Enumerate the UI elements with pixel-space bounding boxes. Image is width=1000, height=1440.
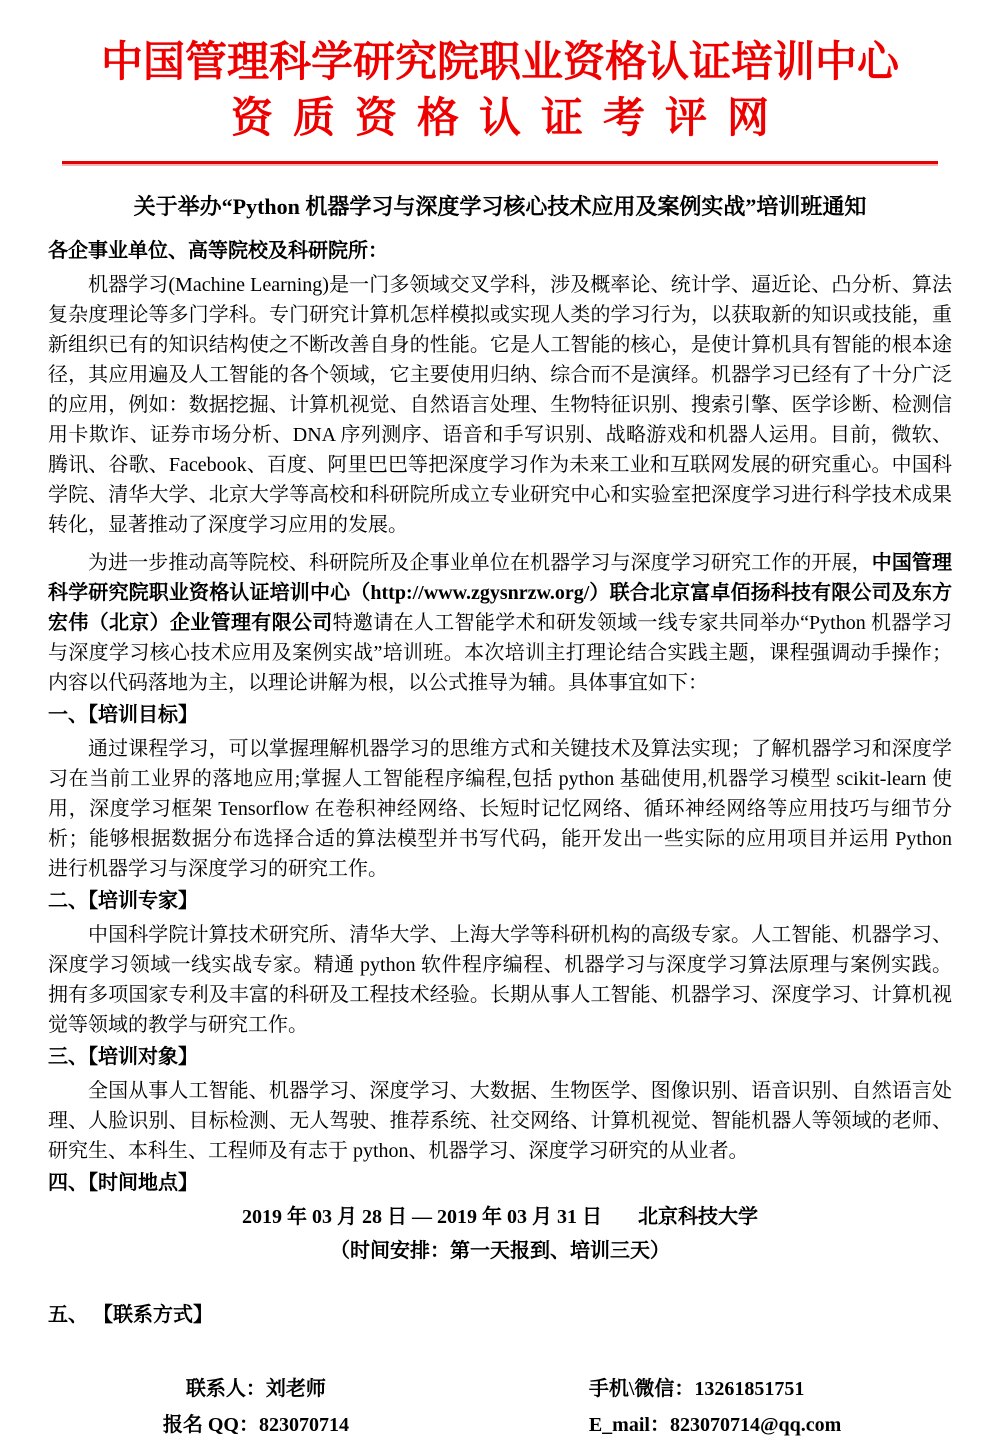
schedule-venue: 北京科技大学	[638, 1205, 758, 1228]
contact-email: E_mail：823070714@qq.com	[588, 1413, 842, 1436]
letterhead	[48, 36, 952, 164]
section-heading-experts: 二、【培训专家】	[48, 889, 198, 912]
section-body-experts: 中国科学院计算技术研究所、清华大学、上海大学等科研机构的高级专家。人工智能、机器学习、深度学习领域一线实战专家。精通 python 软件程序编程、机器学习与深度学习算法原理与案例实践。拥有多项国家专利及丰富的科研及工程技术经验。长期从事人工智能、机器学习、深度学习、计算机视觉等领域的教学与研究工作。	[48, 923, 952, 1036]
section-heading-contact: 五、 【联系方式】	[48, 1303, 213, 1326]
section-heading-schedule: 四、【时间地点】	[48, 1171, 198, 1194]
section-heading-audience: 三、【培训对象】	[48, 1045, 198, 1068]
intro-p2-organizers: 中国管理科学研究院职业资格认证培训中心（http://www.zgysnrzw.org/）联合北京富卓佰扬科技有限公司及东方宏伟（北京）企业管理有限公司	[48, 551, 953, 634]
intro-paragraph-2	[48, 548, 952, 698]
intro-p2-lead: 为进一步推动高等院校、科研院所及企事业单位在机器学习与深度学习研究工作的开展，	[88, 551, 872, 574]
contact-phone: 手机\微信：13261851751	[588, 1377, 805, 1400]
contact-qq: 报名 QQ：823070714	[162, 1413, 349, 1436]
org-title: 中国管理科学研究院职业资格认证培训中心	[100, 40, 899, 86]
intro-p2-rest: 特邀请在人工智能学术和研发领域一线专家共同举办“Python 机器学习与深度学习核心技术应用及案例实战”培训班。本次培训主打理论结合实践主题，课程强调动手操作；内容以代码落地为主，以理论讲解为根，以公式推导为辅。具体事宜如下：	[48, 611, 952, 694]
schedule-date-range: 2019 年 03 月 28 日 — 2019 年 03 月 31 日	[242, 1205, 602, 1228]
section-body-audience: 全国从事人工智能、机器学习、深度学习、大数据、生物医学、图像识别、语音识别、自然语言处理、人脸识别、目标检测、无人驾驶、推荐系统、社交网络、计算机视觉、智能机器人等领域的老师、研究生、本科生、工程师及有志于 python、机器学习、深度学习研究的从业者。	[48, 1079, 952, 1162]
site-title: 资质资格认证考评网	[230, 96, 789, 143]
section-body-goals: 通过课程学习，可以掌握理解机器学习的思维方式和关键技术及算法实现；了解机器学习和深度学习在当前工业界的落地应用;掌握人工智能程序编程,包括 python 基础使用,机器学习模型 scikit-learn 使用，深度学习框架 Tensorflow 在卷积神经网络、长短时记忆网络、循环神经网络等应用技巧与细节分析；能够根据数据分布选择合适的算法模型并书写代码，能开发出一些实际的应用项目并运用 Python 进行机器学习与深度学习的研究工作。	[48, 737, 952, 880]
schedule-date-line	[48, 1202, 952, 1232]
schedule-note: （时间安排：第一天报到、培训三天）	[330, 1239, 670, 1262]
section-heading-goals: 一、【培训目标】	[48, 703, 198, 726]
contact-block	[48, 1374, 952, 1440]
contact-person: 联系人：刘老师	[185, 1377, 326, 1400]
letterhead-divider-rule	[62, 161, 938, 164]
intro-paragraph-1: 机器学习(Machine Learning)是一门多领域交叉学科，涉及概率论、统计学、逼近论、凸分析、算法复杂度理论等多门学科。专门研究计算机怎样模拟或实现人类的学习行为，以获取新的知识或技能，重新组织已有的知识结构使之不断改善自身的性能。它是人工智能的核心，是使计算机具有智能的根本途径，其应用遍及人工智能的各个领域，它主要使用归纳、综合而不是演绎。机器学习已经有了十分广泛的应用，例如：数据挖掘、计算机视觉、自然语言处理、生物特征识别、搜索引擎、医学诊断、检测信用卡欺诈、证券市场分析、DNA 序列测序、语音和手写识别、战略游戏和机器人运用。目前，微软、腾讯、谷歌、Facebook、百度、阿里巴巴等把深度学习作为未来工业和互联网发展的研究重心。中国科学院、清华大学、北京大学等高校和科研院所成立专业研究中心和实验室把深度学习进行科学技术成果转化，显著推动了深度学习应用的发展。	[48, 273, 952, 536]
salutation: 各企事业单位、高等院校及科研院所：	[48, 239, 388, 262]
notice-title: 关于举办“Python 机器学习与深度学习核心技术应用及案例实战”培训班通知	[133, 193, 867, 219]
